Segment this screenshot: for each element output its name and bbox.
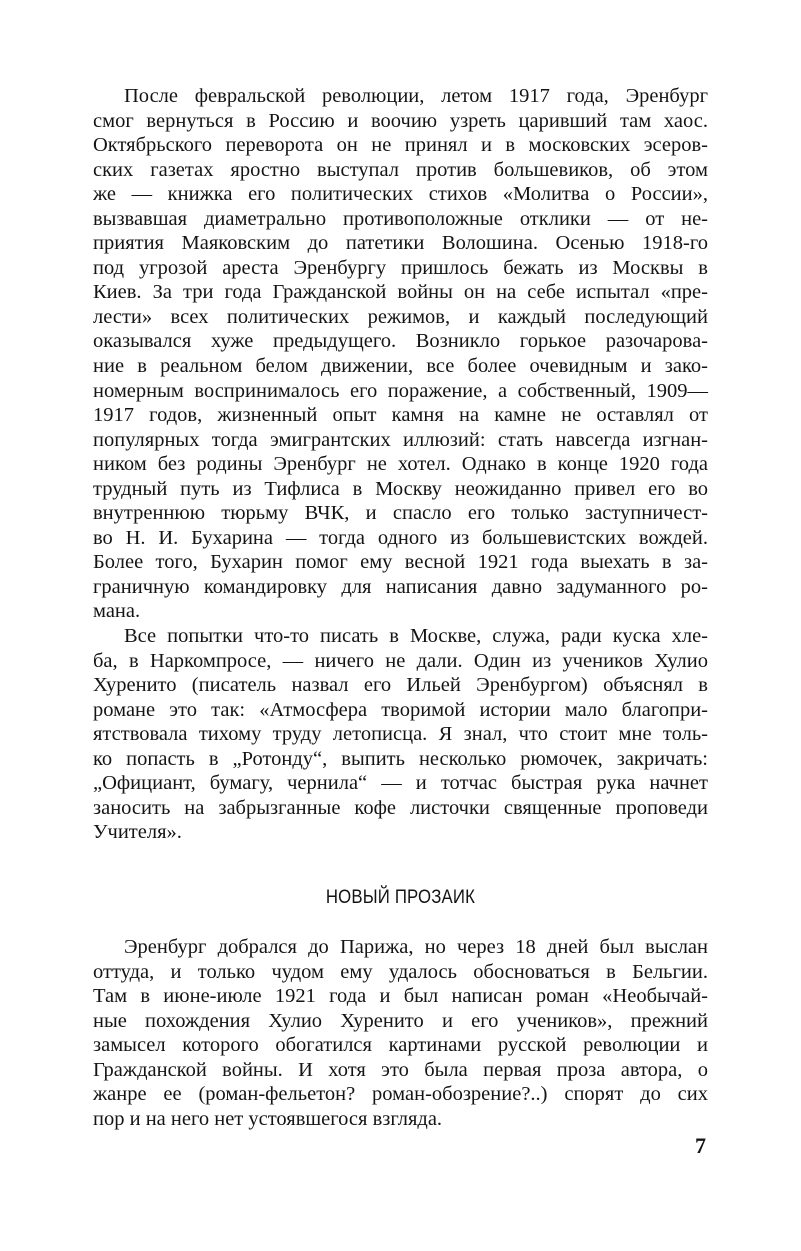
text-line: ских газетах яростно выступал против большевиков, об этом — [93, 158, 708, 181]
text-line: мана. — [93, 600, 141, 623]
text-line: ние в реальном белом движении, все более очевидным и зако- — [93, 355, 708, 378]
text-line: жанре ее (роман-фельетон? роман-обозрение?..) спорят до сих — [93, 1083, 708, 1106]
text-line: граничную командировку для написания давно задуманного ро- — [93, 575, 708, 598]
section-heading: НОВЫЙ ПРОЗАИК — [325, 886, 476, 908]
text-line: трудный путь из Тифлиса в Москву неожиданно привел его во — [93, 477, 708, 500]
text-line: После февральской революции, летом 1917 года, Эренбург — [124, 85, 708, 107]
text-line: Учителя». — [93, 821, 182, 844]
page-number: 7 — [695, 1133, 706, 1158]
paragraph — [93, 624, 708, 845]
text-line: ные похождения Хулио Хуренито и его учеников», прежний — [93, 1009, 708, 1032]
text-line: романе это так: «Атмосфера творимой истории мало благопри- — [93, 698, 708, 721]
text-line: ником без родины Эренбург не хотел. Однако в конце 1920 года — [93, 453, 708, 476]
text-line: Гражданской войны. И хотя это была первая проза автора, о — [93, 1058, 708, 1081]
text-line: Все попытки что-то писать в Москве, служа, ради куска хле- — [124, 625, 708, 648]
text-line: Октябрьского переворота он не принял и в московских эсеров- — [93, 134, 708, 157]
text-block-bottom — [93, 935, 708, 1131]
text-line: смог вернуться в Россию и воочию узреть царивший там хаос. — [93, 109, 708, 132]
text-line: Киев. За три года Гражданской войны он на себе испытал «пре- — [93, 281, 708, 304]
text-line: вызвавшая диаметрально противоположные отклики — от не- — [93, 207, 708, 230]
text-line: под угрозой ареста Эренбургу пришлось бежать из Москвы в — [93, 256, 708, 279]
text-line: ко попасть в „Ротонду“, выпить несколько рюмочек, закричать: — [93, 747, 708, 770]
text-block-top — [93, 84, 708, 845]
text-line: же — книжка его политических стихов «Молитва о России», — [93, 183, 708, 206]
text-line: Эренбург добрался до Парижа, но через 18 дней был выслан — [124, 936, 708, 958]
text-line: лести» всех политических режимов, и каждый последующий — [93, 305, 708, 328]
text-line: ятствовала тихому труду летописца. Я знал, что стоит мне толь- — [93, 723, 708, 746]
paragraph — [93, 84, 708, 624]
text-line: пор и на него нет устоявшегося взгляда. — [93, 1107, 443, 1130]
text-line: оказывался хуже предыдущего. Возникло горькое разочарова- — [93, 330, 708, 353]
text-line: ба, в Наркомпросе, — ничего не дали. Один из учеников Хулио — [93, 649, 708, 672]
text-line: номерным воспринималось его поражение, а собственный, 1909— — [93, 379, 708, 402]
text-line: Хуренито (писатель назвал его Ильей Эренбургом) объяснял в — [93, 674, 708, 697]
text-line: Там в июне-июле 1921 года и был написан роман «Необычай- — [93, 985, 708, 1008]
text-line: заносить на забрызганные кофе листочки священные проповеди — [93, 796, 708, 819]
paragraph — [93, 935, 708, 1131]
text-line: замысел которого обогатился картинами русской революции и — [93, 1034, 708, 1057]
text-line: оттуда, и только чудом ему удалось обосноваться в Бельгии. — [93, 960, 708, 983]
text-line: „Официант, бумагу, чернила“ — и тотчас быстрая рука начнет — [93, 772, 708, 795]
text-line: во Н. И. Бухарина — тогда одного из большевистских вождей. — [93, 526, 708, 549]
text-line: 1917 годов, жизненный опыт камня на камне не оставлял от — [93, 404, 708, 427]
text-line: популярных тогда эмигрантских иллюзий: стать навсегда изгнан- — [93, 428, 708, 451]
text-line: приятия Маяковским до патетики Волошина. Осенью 1918-го — [93, 232, 708, 255]
text-line: внутреннюю тюрьму ВЧК, и спасло его только заступничест- — [93, 502, 708, 525]
text-line: Более того, Бухарин помог ему весной 1921 года выехать в за- — [93, 551, 708, 574]
